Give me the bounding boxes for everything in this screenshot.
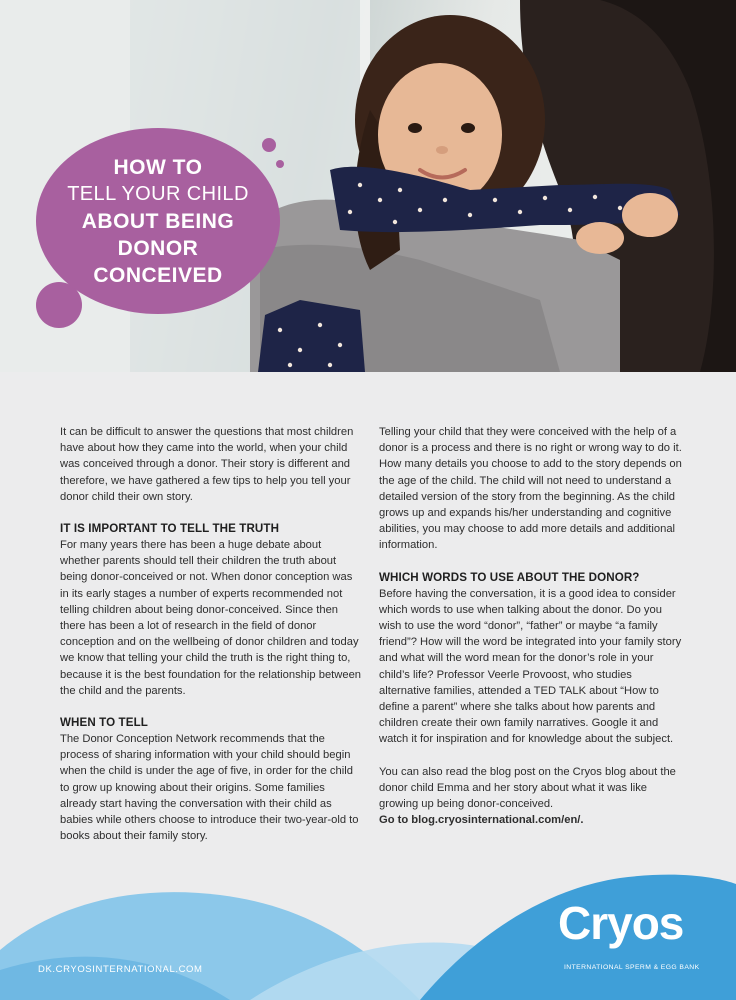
- title-line: ABOUT BEING: [81, 209, 235, 233]
- section-heading: IT IS IMPORTANT TO TELL THE TRUTH: [60, 522, 280, 536]
- title-bubble-dot: [262, 138, 276, 152]
- closing-paragraph: [379, 764, 683, 829]
- title-line: HOW TO: [113, 155, 203, 179]
- title-line: DONOR: [117, 236, 199, 260]
- footer-website-url[interactable]: DK.CRYOSINTERNATIONAL.COM: [38, 964, 203, 975]
- right-column: [379, 424, 683, 844]
- cryos-logo: [558, 898, 718, 982]
- section-heading: WHICH WORDS TO USE ABOUT THE DONOR?: [379, 570, 640, 584]
- title-line: TELL YOUR CHILD: [67, 182, 249, 205]
- logo-wordmark: Cryos: [558, 897, 684, 949]
- closing-text: You can also read the blog post on the Cryos blog about the donor child Emma and her story about what it was like growing up being donor-conceived.: [379, 765, 676, 811]
- section-paragraph: The Donor Conception Network recommends that the process of sharing information with your child should begin when the child is under the age of five, in order for the child to grow up knowing about their origins. Some families already start having the conversation with their child as babies while others choose to introduce their two-year-old to books about their family story.: [60, 733, 359, 843]
- logo-tagline: INTERNATIONAL SPERM & EGG BANK: [564, 964, 700, 971]
- section-heading: WHEN TO TELL: [60, 716, 148, 730]
- title-bubble: [36, 128, 280, 314]
- section-paragraph: Before having the conversation, it is a good idea to consider which words to use when talking about the donor. Do you wish to use the word “donor”, “father” or maybe “a family friend”? How will the word be integrated into your family story and what will the word mean for the donor’s role in your child’s life? Professor Veerle Provoost, who studies alternative families, attended a TED TALK about “How to define a parent” where she talks about how parents and children create their own family narratives. Google it and watch it for inspiration and for knowledge about the subject.: [379, 587, 682, 746]
- intro-paragraph: Telling your child that they were conceived with the help of a donor is a process and there is no right or wrong way to do it. How many details you choose to add to the story depends on the age of the child. The child will not need to understand a detailed version of the story from the beginning. As the child grows up and expands his/her understanding and cognitive abilities, you may choose to add more details and additional information.: [379, 426, 682, 552]
- title-bubble-dot-small: [276, 160, 284, 168]
- section-paragraph: For many years there has been a huge debate about whether parents should tell their children the truth about being donor-conceived or not. When donor conception was in its early stages a number of experts recommended not telling children about being donor-conceived. Since then there has been a lot of research in the field of donor conception and on the wellbeing of donor children and today we know that telling your child the truth is the right thing to, because it is the best foundation for the relationship between the child and the parents.: [60, 539, 362, 697]
- title-line: CONCEIVED: [93, 263, 223, 287]
- intro-paragraph: It can be difficult to answer the questions that most children have about how they came into the world, when your child was conceived through a donor. Their story is different and therefore, we have gathered a few tips to help you tell your donor child their own story.: [60, 426, 354, 503]
- blog-link[interactable]: Go to blog.cryosinternational.com/en/.: [379, 814, 584, 827]
- left-column: [60, 424, 364, 860]
